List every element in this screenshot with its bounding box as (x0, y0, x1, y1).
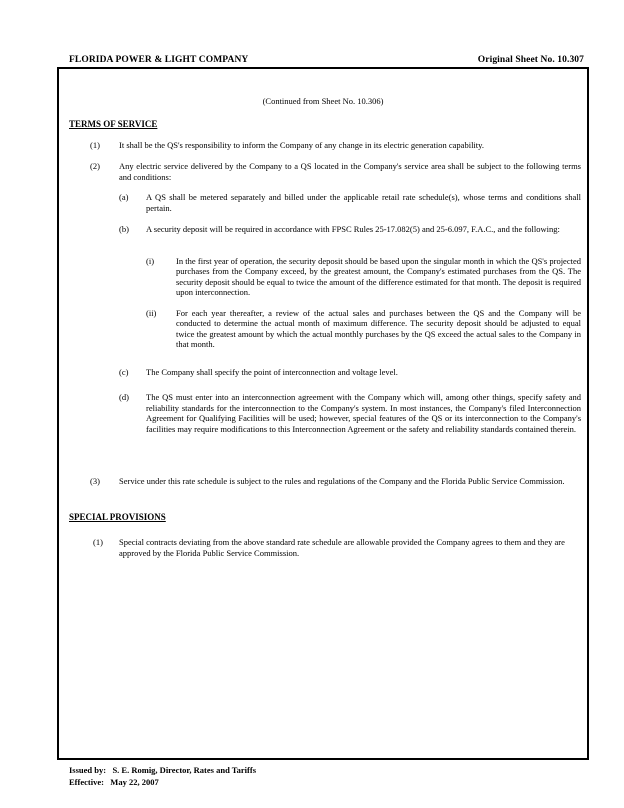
issued-by: Issued by: S. E. Romig, Director, Rates and Tariffs (69, 765, 257, 775)
continued-note: (Continued from Sheet No. 10.306) (262, 96, 384, 106)
item-1-number: (1) (90, 140, 100, 150)
terms-heading: TERMS OF SERVICE (69, 119, 158, 129)
item-1-text: It shall be the QS's responsibility to inform the Company of any change in its electric generation capability. (119, 140, 484, 150)
special-provisions-heading: SPECIAL PROVISIONS (69, 512, 166, 522)
item-3-number: (3) (90, 476, 100, 486)
item-2b-i-text: In the first year of operation, the security deposit should be based upon the singular month in which the QS's projected purchases from the Company exceed, by the greatest amount, the Company's estimated purchases from the QS. The security deposit should be equal to twice the amount of the difference estimated for that month. The deposit is required upon interconnection. (176, 256, 581, 297)
item-2b-number: (b) (119, 224, 129, 234)
item-2b-text: A security deposit will be required in accordance with FPSC Rules 25-17.082(5) and 25-6.097, F.A.C., and the following: (146, 224, 560, 234)
item-2-text: Any electric service delivered by the Company to a QS located in the Company's service area shall be subject to the following terms and conditions: (119, 161, 581, 182)
special-item-1-number: (1) (93, 537, 103, 547)
company-name: FLORIDA POWER & LIGHT COMPANY (69, 55, 249, 65)
item-2-number: (2) (90, 161, 100, 171)
item-2a-number: (a) (119, 192, 129, 202)
item-2b-ii-text: For each year thereafter, a review of the actual sales and purchases between the QS and the Company will be conducted to determine the actual month of maximum difference. The security deposit should be adjusted to equal twice the greatest amount by which the actual monthly purchases by the QS exceed the actual sales to the Company in that month. (176, 308, 581, 349)
sheet-number: Original Sheet No. 10.307 (477, 55, 584, 65)
item-2d-number: (d) (119, 392, 129, 402)
item-2b-ii-number: (ii) (146, 308, 157, 318)
item-2a-text: A QS shall be metered separately and billed under the applicable retail rate schedule(s), whose terms and conditions shall pertain. (146, 192, 581, 213)
effective-date: Effective: May 22, 2007 (69, 777, 159, 787)
item-3-text: Service under this rate schedule is subject to the rules and regulations of the Company and the Florida Public Service Commission. (119, 476, 565, 486)
special-item-1-text: Special contracts deviating from the above standard rate schedule are allowable provided the Company agrees to them and they are approved by the Florida Public Service Commission. (119, 537, 565, 558)
item-2c-text: The Company shall specify the point of interconnection and voltage level. (146, 367, 398, 377)
item-2b-i-number: (i) (146, 256, 155, 266)
item-2c-number: (c) (119, 367, 129, 377)
item-2d-text: The QS must enter into an interconnection agreement with the Company which will, among other things, specify safety and reliability standards for the interconnection to the Company's system. In most instances, the Company's filed Interconnection Agreement for Qualifying Facilities will be used; however, special features of the QS or its interconnection to the Company's facilities may require modifications to this Interconnection Agreement or the safety and reliability standards contained therein. (146, 392, 581, 434)
